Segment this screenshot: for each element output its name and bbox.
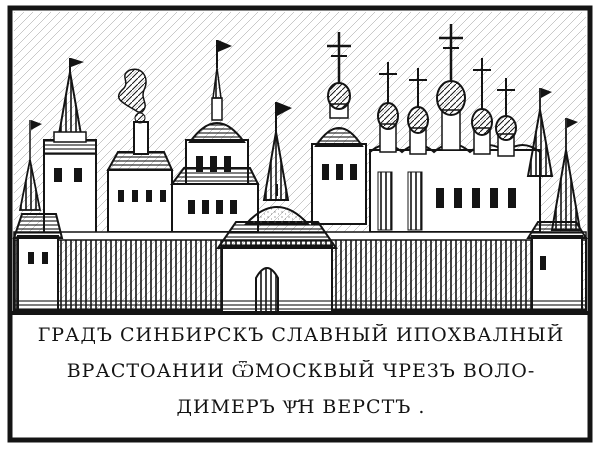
dome-b <box>408 68 428 154</box>
right-corner-tower <box>528 222 586 310</box>
caption-line-3: ДИМЕРЪ Ѱ҃Н ВЕРСТЪ . <box>176 396 426 418</box>
ground <box>14 300 586 310</box>
cathedral-main <box>370 144 540 232</box>
caption-line-2: ВРАСТОАНИИ ѾМОСКВЫЙ ЧРЕЗЪ ВОЛО- <box>66 360 536 382</box>
left-corner-tower <box>14 214 62 310</box>
caption-line-1: ГРАДЪ СИНБИРСКЪ СЛАВНЫЙ ИПОХВАЛНЫЙ <box>37 324 565 346</box>
